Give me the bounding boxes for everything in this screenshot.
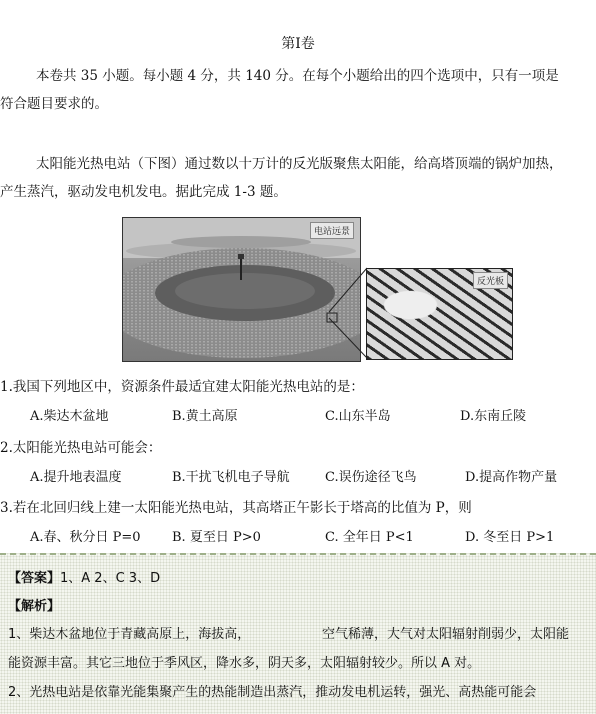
q2-option-b: B.干扰飞机电子导航 <box>172 470 290 485</box>
question-1-stem: 1.我国下列地区中，资源条件最适宜建太阳能光热电站的是： <box>0 379 364 395</box>
q1-option-c: C.山东半岛 <box>325 409 391 424</box>
q3-option-d: D. 冬至日 P>1 <box>465 530 555 545</box>
analysis-line-1b: 空气稀薄，大气对太阳辐射削弱少，太阳能 <box>322 627 570 642</box>
analysis-line-1a: 1、柴达木盆地位于青藏高原上，海拔高， <box>8 627 251 642</box>
passage-line-2: 产生蒸汽，驱动发电机发电。据此完成 1-3 题。 <box>0 184 287 200</box>
q2-option-d: D.提高作物产量 <box>465 470 558 485</box>
answer-label: 【答案】 <box>8 571 61 586</box>
zoom-connector-lines <box>325 262 370 362</box>
answer-row <box>8 567 160 586</box>
q3-option-c: C. 全年日 P<1 <box>325 530 414 545</box>
q1-option-d: D.东南丘陵 <box>460 409 527 424</box>
q3-option-b: B. 夏至日 P>0 <box>172 530 261 545</box>
answer-value: 1、A 2、C 3、D <box>60 571 161 586</box>
q3-option-a: A.春、秋分日 P=0 <box>30 530 141 545</box>
question-2-stem: 2.太阳能光热电站可能会： <box>0 440 162 456</box>
answer-panel <box>0 553 596 714</box>
passage-line-1: 太阳能光热电站（下图）通过数以十万计的反光版聚焦太阳能，给高塔顶端的锅炉加热， <box>36 156 563 172</box>
q1-option-a: A.柴达木盆地 <box>30 409 109 424</box>
intro-paragraph-line-2: 符合题目要求的。 <box>0 96 108 112</box>
analysis-label: 【解析】 <box>8 599 61 614</box>
mirror-closeup-inset <box>366 268 513 360</box>
analysis-line-3: 2、光热电站是依靠光能集聚产生的热能制造出蒸汽，推动发电机运转，强光、高热能可能会 <box>8 685 537 700</box>
section-title: 第Ⅰ卷 <box>281 36 315 52</box>
question-3-stem: 3.若在北回归线上建一太阳能光热电站，其高塔正午影长于塔高的比值为 P，则 <box>0 500 472 516</box>
q2-option-a: A.提升地表温度 <box>30 470 122 485</box>
analysis-line-2: 能资源丰富。其它三地位于季风区，降水多，阴天多，太阳辐射较少。所以 A 对。 <box>8 656 481 671</box>
q2-option-c: C.误伤途径飞鸟 <box>325 470 417 485</box>
main-photo-tag: 电站远景 <box>310 222 354 239</box>
intro-paragraph-line-1: 本卷共 35 小题。每小题 4 分，共 140 分。在每个小题给出的四个选项中，只有一项是 <box>36 68 559 84</box>
q1-option-b: B.黄土高原 <box>172 409 238 424</box>
inset-tag: 反光板 <box>473 272 508 289</box>
